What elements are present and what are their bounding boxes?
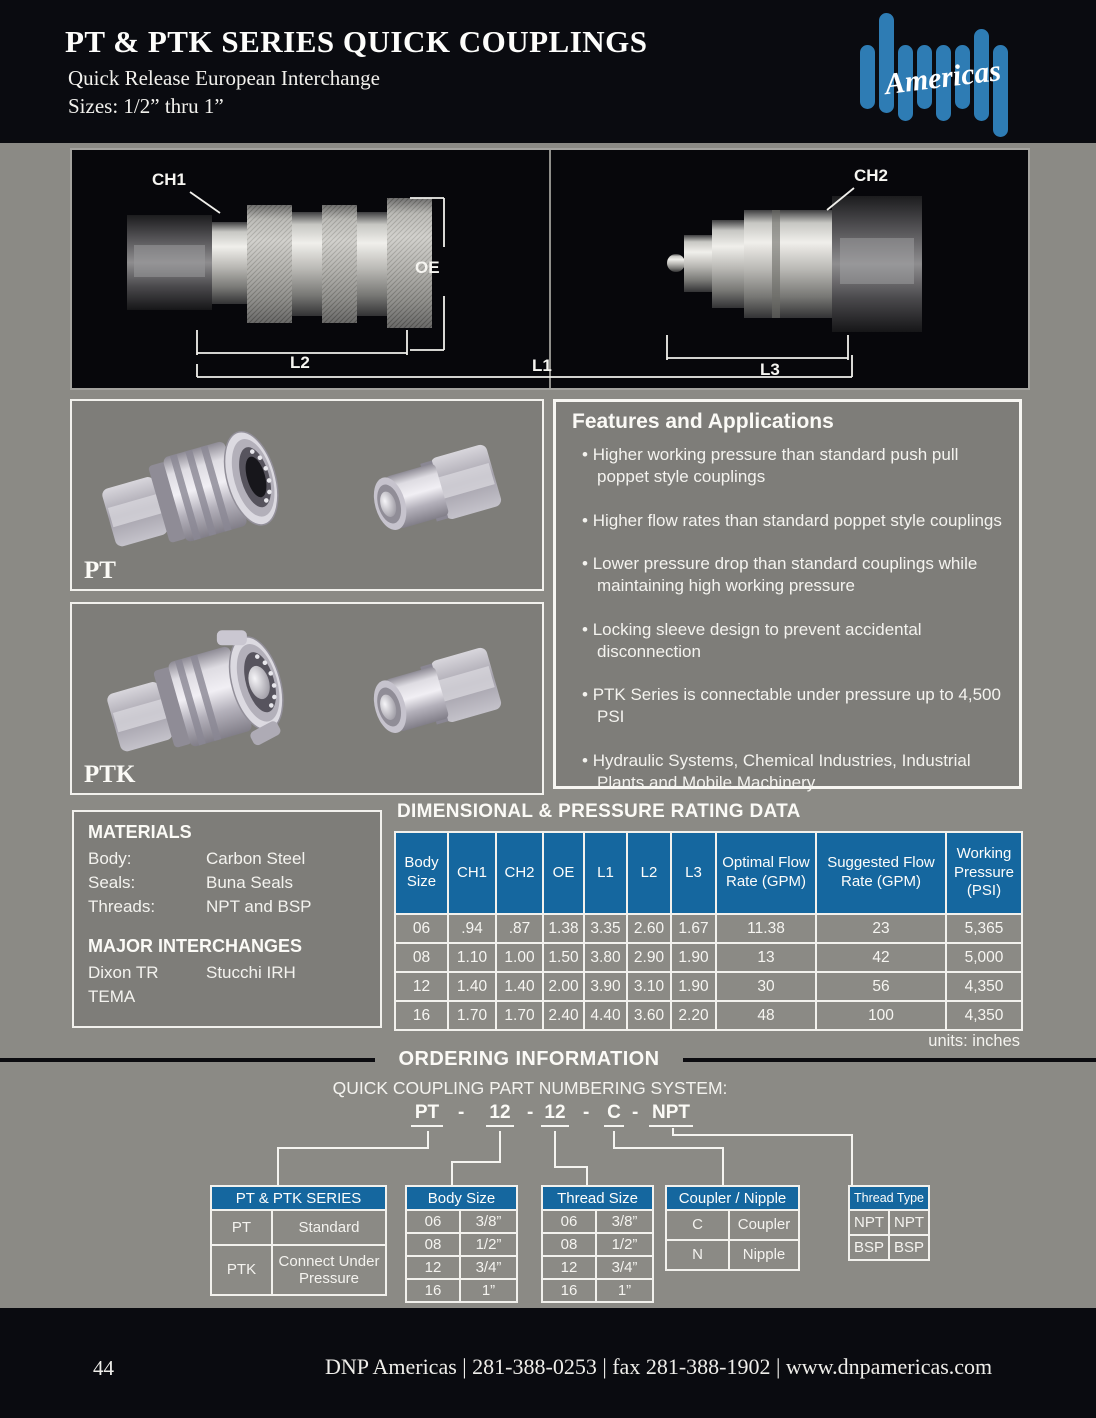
part-code-dash: - — [632, 1102, 639, 1123]
cell: 5,365 — [946, 914, 1022, 943]
col-header: CH1 — [448, 832, 496, 914]
col-header: Suggested Flow Rate (GPM) — [816, 832, 946, 914]
dim-label-l3: L3 — [760, 360, 780, 379]
cell: 5,000 — [946, 943, 1022, 972]
cell: 16 — [395, 1001, 448, 1030]
cell: 2.60 — [627, 914, 671, 943]
legend-code: 16 — [406, 1279, 460, 1302]
legend-code: 12 — [542, 1256, 596, 1279]
legend-value: Nipple — [729, 1240, 799, 1270]
feature-item: • PTK Series is connectable under pressure up to 4,500 PSI — [582, 684, 1005, 728]
thread-type-table — [848, 1185, 930, 1261]
legend-value: Coupler — [729, 1210, 799, 1240]
body-size-table — [405, 1185, 518, 1303]
col-header: Working Pressure (PSI) — [946, 832, 1022, 914]
interchange-item: Dixon TR — [88, 963, 159, 983]
cell: 4,350 — [946, 1001, 1022, 1030]
cell: 1.90 — [671, 972, 716, 1001]
ordering-subtitle: QUICK COUPLING PART NUMBERING SYSTEM: — [332, 1078, 728, 1098]
legend-value: NPT — [889, 1210, 929, 1235]
material-row — [88, 895, 366, 919]
cell: 30 — [716, 972, 816, 1001]
dim-label-l2: L2 — [290, 353, 310, 372]
legend-code: 16 — [542, 1279, 596, 1302]
cell: 1.90 — [671, 943, 716, 972]
part-code-coupler-nipple: C — [604, 1102, 624, 1127]
cell: 1.67 — [671, 914, 716, 943]
legend-code: 08 — [542, 1233, 596, 1256]
cell: 11.38 — [716, 914, 816, 943]
ptk-product-illustration — [72, 604, 542, 789]
cell: 13 — [716, 943, 816, 972]
cell: 23 — [816, 914, 946, 943]
interchanges-title: MAJOR INTERCHANGES — [88, 936, 303, 957]
legend-header: Thread Size — [542, 1186, 653, 1210]
cell: 1.00 — [496, 943, 543, 972]
cell: 4,350 — [946, 972, 1022, 1001]
table-header-row — [395, 832, 1022, 914]
legend-code: N — [666, 1240, 729, 1270]
cell: .94 — [448, 914, 496, 943]
cell: 48 — [716, 1001, 816, 1030]
legend-value: Connect Under Pressure — [272, 1245, 386, 1295]
materials-panel — [72, 810, 382, 1028]
series-legend-table — [210, 1185, 387, 1296]
col-header: L1 — [584, 832, 627, 914]
legend-value: 3/4” — [460, 1256, 517, 1279]
legend-value: 1” — [460, 1279, 517, 1302]
cell: 2.00 — [543, 972, 584, 1001]
material-label: Threads: — [88, 896, 156, 916]
interchange-item: Stucchi IRH — [206, 963, 296, 983]
cell: 1.70 — [448, 1001, 496, 1030]
thread-size-table — [541, 1185, 654, 1303]
dim-label-ch2: CH2 — [854, 166, 889, 185]
part-number-connector-lines — [0, 1125, 1096, 1187]
cell: 08 — [395, 943, 448, 972]
cell: 12 — [395, 972, 448, 1001]
heading-rule-right — [683, 1058, 1096, 1062]
size-range-text: Sizes: 1/2” thru 1” — [68, 94, 224, 118]
legend-header: Thread Type — [849, 1186, 929, 1210]
footer-contact-info: DNP Americas | 281-388-0253 | fax 281-388-1902 | www.dnpamericas.com — [325, 1354, 993, 1379]
legend-header: Body Size — [406, 1186, 517, 1210]
table-row — [395, 943, 1022, 972]
part-code-thread-type: NPT — [649, 1102, 693, 1127]
legend-value: Standard — [272, 1210, 386, 1245]
cell: 2.40 — [543, 1001, 584, 1030]
legend-value: 1” — [596, 1279, 653, 1302]
legend-code: PTK — [211, 1245, 272, 1295]
pt-product-illustration — [72, 401, 542, 585]
part-code-body-size: 12 — [486, 1102, 514, 1127]
material-value: Buna Seals — [206, 872, 293, 892]
interchange-item: TEMA — [88, 987, 136, 1007]
material-row — [88, 847, 366, 871]
legend-code: 06 — [406, 1210, 460, 1233]
col-header: L3 — [671, 832, 716, 914]
cell: 06 — [395, 914, 448, 943]
part-code-series: PT — [411, 1102, 443, 1127]
col-header: Body Size — [395, 832, 448, 914]
dimension-photo-panel — [70, 148, 1030, 390]
material-value: Carbon Steel — [206, 849, 306, 868]
legend-value: 3/8” — [460, 1210, 517, 1233]
material-label: Seals: — [88, 872, 136, 892]
table-row — [395, 914, 1022, 943]
legend-code: NPT — [849, 1210, 889, 1235]
feature-item: • Hydraulic Systems, Chemical Industries, Industrial Plants and Mobile Machinery — [582, 750, 1005, 794]
coupler-nipple-table — [665, 1185, 800, 1271]
dim-label-ch1: CH1 — [152, 170, 187, 189]
materials-title: MATERIALS — [88, 822, 192, 842]
cell: 1.38 — [543, 914, 584, 943]
dim-label-oe: OE — [415, 258, 440, 277]
cell: 1.40 — [496, 972, 543, 1001]
legend-code: 12 — [406, 1256, 460, 1279]
pt-series-label: PT — [84, 557, 116, 584]
interchange-row — [88, 985, 366, 1009]
dimension-table-title: DIMENSIONAL & PRESSURE RATING DATA — [397, 801, 801, 822]
legend-header: PT & PTK SERIES — [211, 1186, 386, 1210]
material-label: Body: — [88, 849, 132, 868]
cell: 2.20 — [671, 1001, 716, 1030]
dimension-pressure-table — [394, 831, 1023, 1031]
col-header: CH2 — [496, 832, 543, 914]
col-header: OE — [543, 832, 584, 914]
dim-label-l1: L1 — [532, 356, 552, 375]
legend-code: BSP — [849, 1235, 889, 1260]
cell: 4.40 — [584, 1001, 627, 1030]
logo-americas-text: Americas — [882, 54, 1003, 102]
cell: .87 — [496, 914, 543, 943]
page-subtitle: Quick Release European Interchange — [68, 66, 380, 90]
page-footer — [0, 1308, 1096, 1418]
col-header: Optimal Flow Rate (GPM) — [716, 832, 816, 914]
feature-item: • Higher flow rates than standard poppet style couplings — [582, 510, 1005, 532]
cell: 1.40 — [448, 972, 496, 1001]
ordering-title: ORDERING INFORMATION — [398, 1048, 660, 1070]
dnp-americas-logo — [848, 5, 1040, 141]
cell: 3.10 — [627, 972, 671, 1001]
cell: 3.35 — [584, 914, 627, 943]
features-title: Features and Applications — [572, 410, 834, 433]
pt-product-panel — [70, 399, 544, 591]
legend-value: 3/4” — [596, 1256, 653, 1279]
legend-value: 1/2” — [460, 1233, 517, 1256]
feature-item: • Lower pressure drop than standard couplings while maintaining high working pressure — [582, 553, 1005, 597]
cell: 42 — [816, 943, 946, 972]
page-number: 44 — [93, 1356, 114, 1380]
features-panel — [553, 399, 1022, 792]
part-code-thread-size: 12 — [541, 1102, 569, 1127]
legend-value: 3/8” — [596, 1210, 653, 1233]
feature-item: • Higher working pressure than standard push pull poppet style couplings — [582, 444, 1005, 488]
material-row — [88, 871, 366, 895]
cell: 3.90 — [584, 972, 627, 1001]
interchange-row — [88, 961, 366, 985]
part-code-dash: - — [527, 1102, 534, 1123]
legend-code: C — [666, 1210, 729, 1240]
legend-header: Coupler / Nipple — [666, 1186, 799, 1210]
legend-code: PT — [211, 1210, 272, 1245]
cell: 3.60 — [627, 1001, 671, 1030]
part-code-dash: - — [458, 1102, 465, 1123]
feature-item: • Locking sleeve design to prevent accidental disconnection — [582, 619, 1005, 663]
material-value: NPT and BSP — [206, 896, 312, 916]
units-note: units: inches — [928, 1032, 1020, 1050]
cell: 3.80 — [584, 943, 627, 972]
table-row — [395, 972, 1022, 1001]
nipple-photo — [667, 196, 922, 332]
cell: 1.10 — [448, 943, 496, 972]
female-coupling-photo — [127, 198, 432, 328]
ptk-series-label: PTK — [84, 761, 136, 788]
heading-rule-left — [0, 1058, 375, 1062]
cell: 100 — [816, 1001, 946, 1030]
legend-code: 08 — [406, 1233, 460, 1256]
cell: 1.70 — [496, 1001, 543, 1030]
part-code-dash: - — [583, 1102, 590, 1123]
legend-code: 06 — [542, 1210, 596, 1233]
cell: 56 — [816, 972, 946, 1001]
cell: 1.50 — [543, 943, 584, 972]
table-row — [395, 1001, 1022, 1030]
legend-value: BSP — [889, 1235, 929, 1260]
cell: 2.90 — [627, 943, 671, 972]
legend-value: 1/2” — [596, 1233, 653, 1256]
col-header: L2 — [627, 832, 671, 914]
page-title: PT & PTK SERIES QUICK COUPLINGS — [65, 24, 648, 59]
features-list — [572, 444, 1005, 793]
page-header — [0, 0, 1096, 143]
ptk-product-panel — [70, 602, 544, 795]
